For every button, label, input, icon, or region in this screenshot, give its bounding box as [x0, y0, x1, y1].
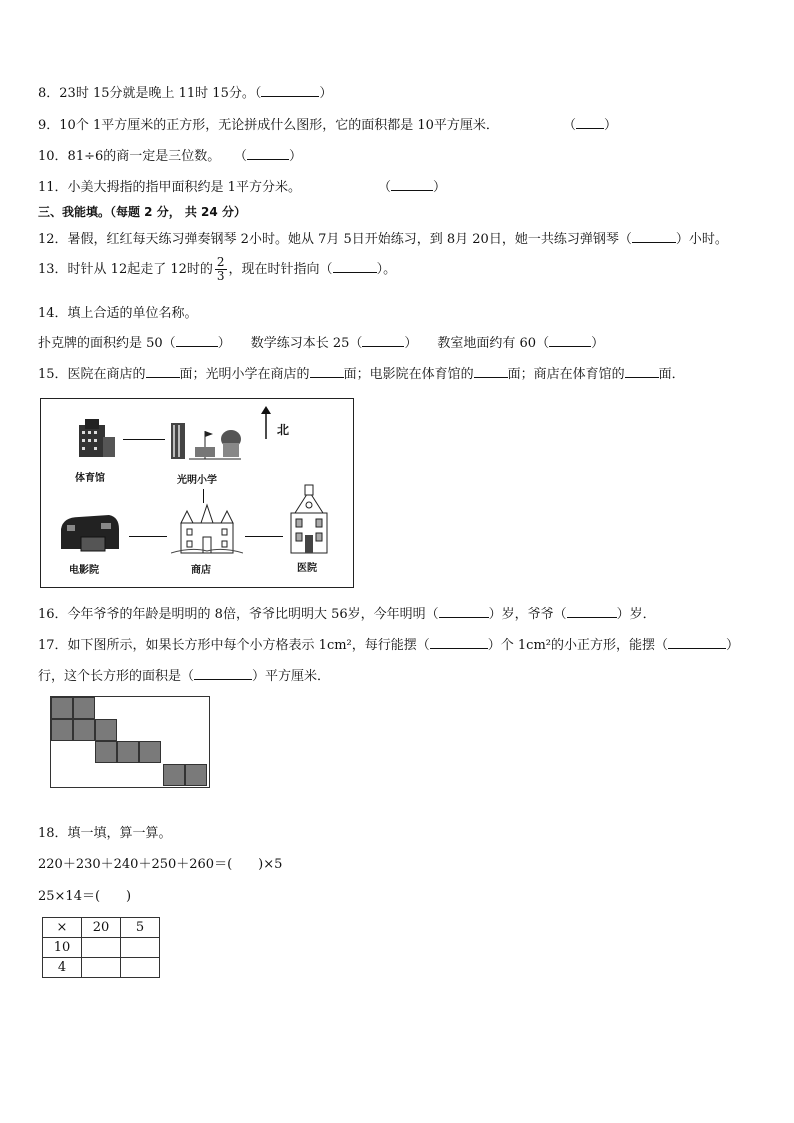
north-arrow-icon — [259, 405, 273, 439]
table-cell: × — [43, 918, 82, 938]
grid-square — [73, 719, 95, 741]
fraction: $\frac{2}{3}$ — [216, 255, 225, 283]
question-9-answer: （ ） — [563, 118, 618, 133]
answer-blank[interactable] — [391, 178, 433, 191]
hospital-building-icon — [285, 483, 333, 555]
grid-square — [117, 741, 139, 763]
store-label: 商店 — [191, 565, 211, 576]
grid-square — [51, 719, 73, 741]
school-building-icon — [167, 417, 243, 461]
section-heading: 三、我能填。（每题 2 分， 共 24 分） — [38, 205, 246, 219]
multiplication-table — [42, 917, 160, 978]
connector-line — [203, 489, 204, 503]
equation-1: 220＋230＋240＋250＋260＝( )×5 — [38, 857, 283, 872]
grid-square — [185, 764, 207, 786]
question-10: 10．81÷6的商一定是三位数。 — [38, 149, 221, 164]
question-13: 13．时针从 12起走了 12时的 $\frac{2}{3}$ ，现在时针指向（ ）。 — [38, 255, 397, 283]
question-8: 8．23时 15分就是晚上 11时 15分。（ ） — [38, 86, 333, 101]
table-cell[interactable] — [82, 938, 121, 958]
answer-blank[interactable] — [632, 230, 676, 243]
grid-square — [51, 697, 73, 719]
answer-blank[interactable] — [576, 116, 604, 129]
table-row — [43, 938, 160, 958]
answer-blank[interactable] — [247, 147, 289, 160]
answer-blank[interactable] — [567, 605, 617, 618]
question-18: 18．填一填，算一算。 — [38, 826, 172, 841]
question-15: 15．医院在商店的 面；光明小学在商店的 面；电影院在体育馆的 面；商店在体育馆的 面． — [38, 367, 685, 382]
answer-blank[interactable] — [333, 260, 377, 273]
answer-blank[interactable] — [146, 365, 180, 378]
question-9: 9．10个 1平方厘米的正方形，无论拼成什么图形，它的面积都是 10平方厘米． — [38, 118, 499, 133]
table-cell: 4 — [43, 958, 82, 978]
gym-label: 体育馆 — [75, 473, 105, 484]
question-12: 12．暑假，红红每天练习弹奏钢琴 2小时。她从 7月 5日开始练习，到 8月 20日，她一共练习弹钢琴（ ）小时。 — [38, 232, 728, 247]
cinema-label: 电影院 — [69, 565, 99, 576]
answer-blank[interactable] — [194, 667, 252, 680]
question-14-items: 扑克牌的面积约是 50（ ） 数学练习本长 25（ ） 教室地面约有 60（ ） — [38, 336, 605, 351]
question-16: 16．今年爷爷的年龄是明明的 8倍，爷爷比明明大 56岁，今年明明（ ）岁，爷爷（ ）岁． — [38, 607, 656, 622]
answer-blank[interactable] — [430, 636, 488, 649]
store-building-icon — [171, 503, 243, 555]
table-cell: 5 — [121, 918, 160, 938]
hospital-label: 医院 — [297, 563, 317, 574]
answer-blank[interactable] — [261, 84, 319, 97]
table-cell[interactable] — [121, 938, 160, 958]
north-label: 北 — [277, 423, 290, 437]
grid-square — [163, 764, 185, 786]
question-17: 17．如下图所示，如果长方形中每个小方格表示 1cm²，每行能摆（ ）个 1cm²的小正方形，能摆（ ） — [38, 638, 740, 653]
answer-blank[interactable] — [362, 334, 404, 347]
question-11-answer: （ ） — [378, 180, 447, 195]
school-label: 光明小学 — [177, 475, 217, 486]
table-cell[interactable] — [82, 958, 121, 978]
table-row — [43, 958, 160, 978]
grid-square — [139, 741, 161, 763]
gym-building-icon — [73, 415, 119, 461]
table-cell: 20 — [82, 918, 121, 938]
connector-line — [129, 536, 167, 537]
question-11: 11．小美大拇指的指甲面积约是 1平方分米。 — [38, 180, 301, 195]
question-10-answer: （ ） — [234, 149, 303, 164]
connector-line — [245, 536, 283, 537]
answer-blank[interactable] — [310, 365, 344, 378]
answer-blank[interactable] — [176, 334, 218, 347]
connector-line — [123, 439, 165, 440]
answer-blank[interactable] — [549, 334, 591, 347]
table-cell: 10 — [43, 938, 82, 958]
rectangle-grid-figure — [50, 696, 210, 788]
grid-square — [95, 719, 117, 741]
equation-2: 25×14＝( ) — [38, 889, 132, 904]
answer-blank[interactable] — [668, 636, 726, 649]
question-17-line2: 行，这个长方形的面积是（ ）平方厘米． — [38, 669, 331, 684]
table-cell[interactable] — [121, 958, 160, 978]
grid-square — [73, 697, 95, 719]
answer-blank[interactable] — [625, 365, 659, 378]
grid-square — [95, 741, 117, 763]
table-row — [43, 918, 160, 938]
cinema-building-icon — [57, 509, 123, 555]
answer-blank[interactable] — [439, 605, 489, 618]
map-figure — [40, 398, 354, 588]
answer-blank[interactable] — [474, 365, 508, 378]
question-14: 14．填上合适的单位名称。 — [38, 306, 198, 321]
